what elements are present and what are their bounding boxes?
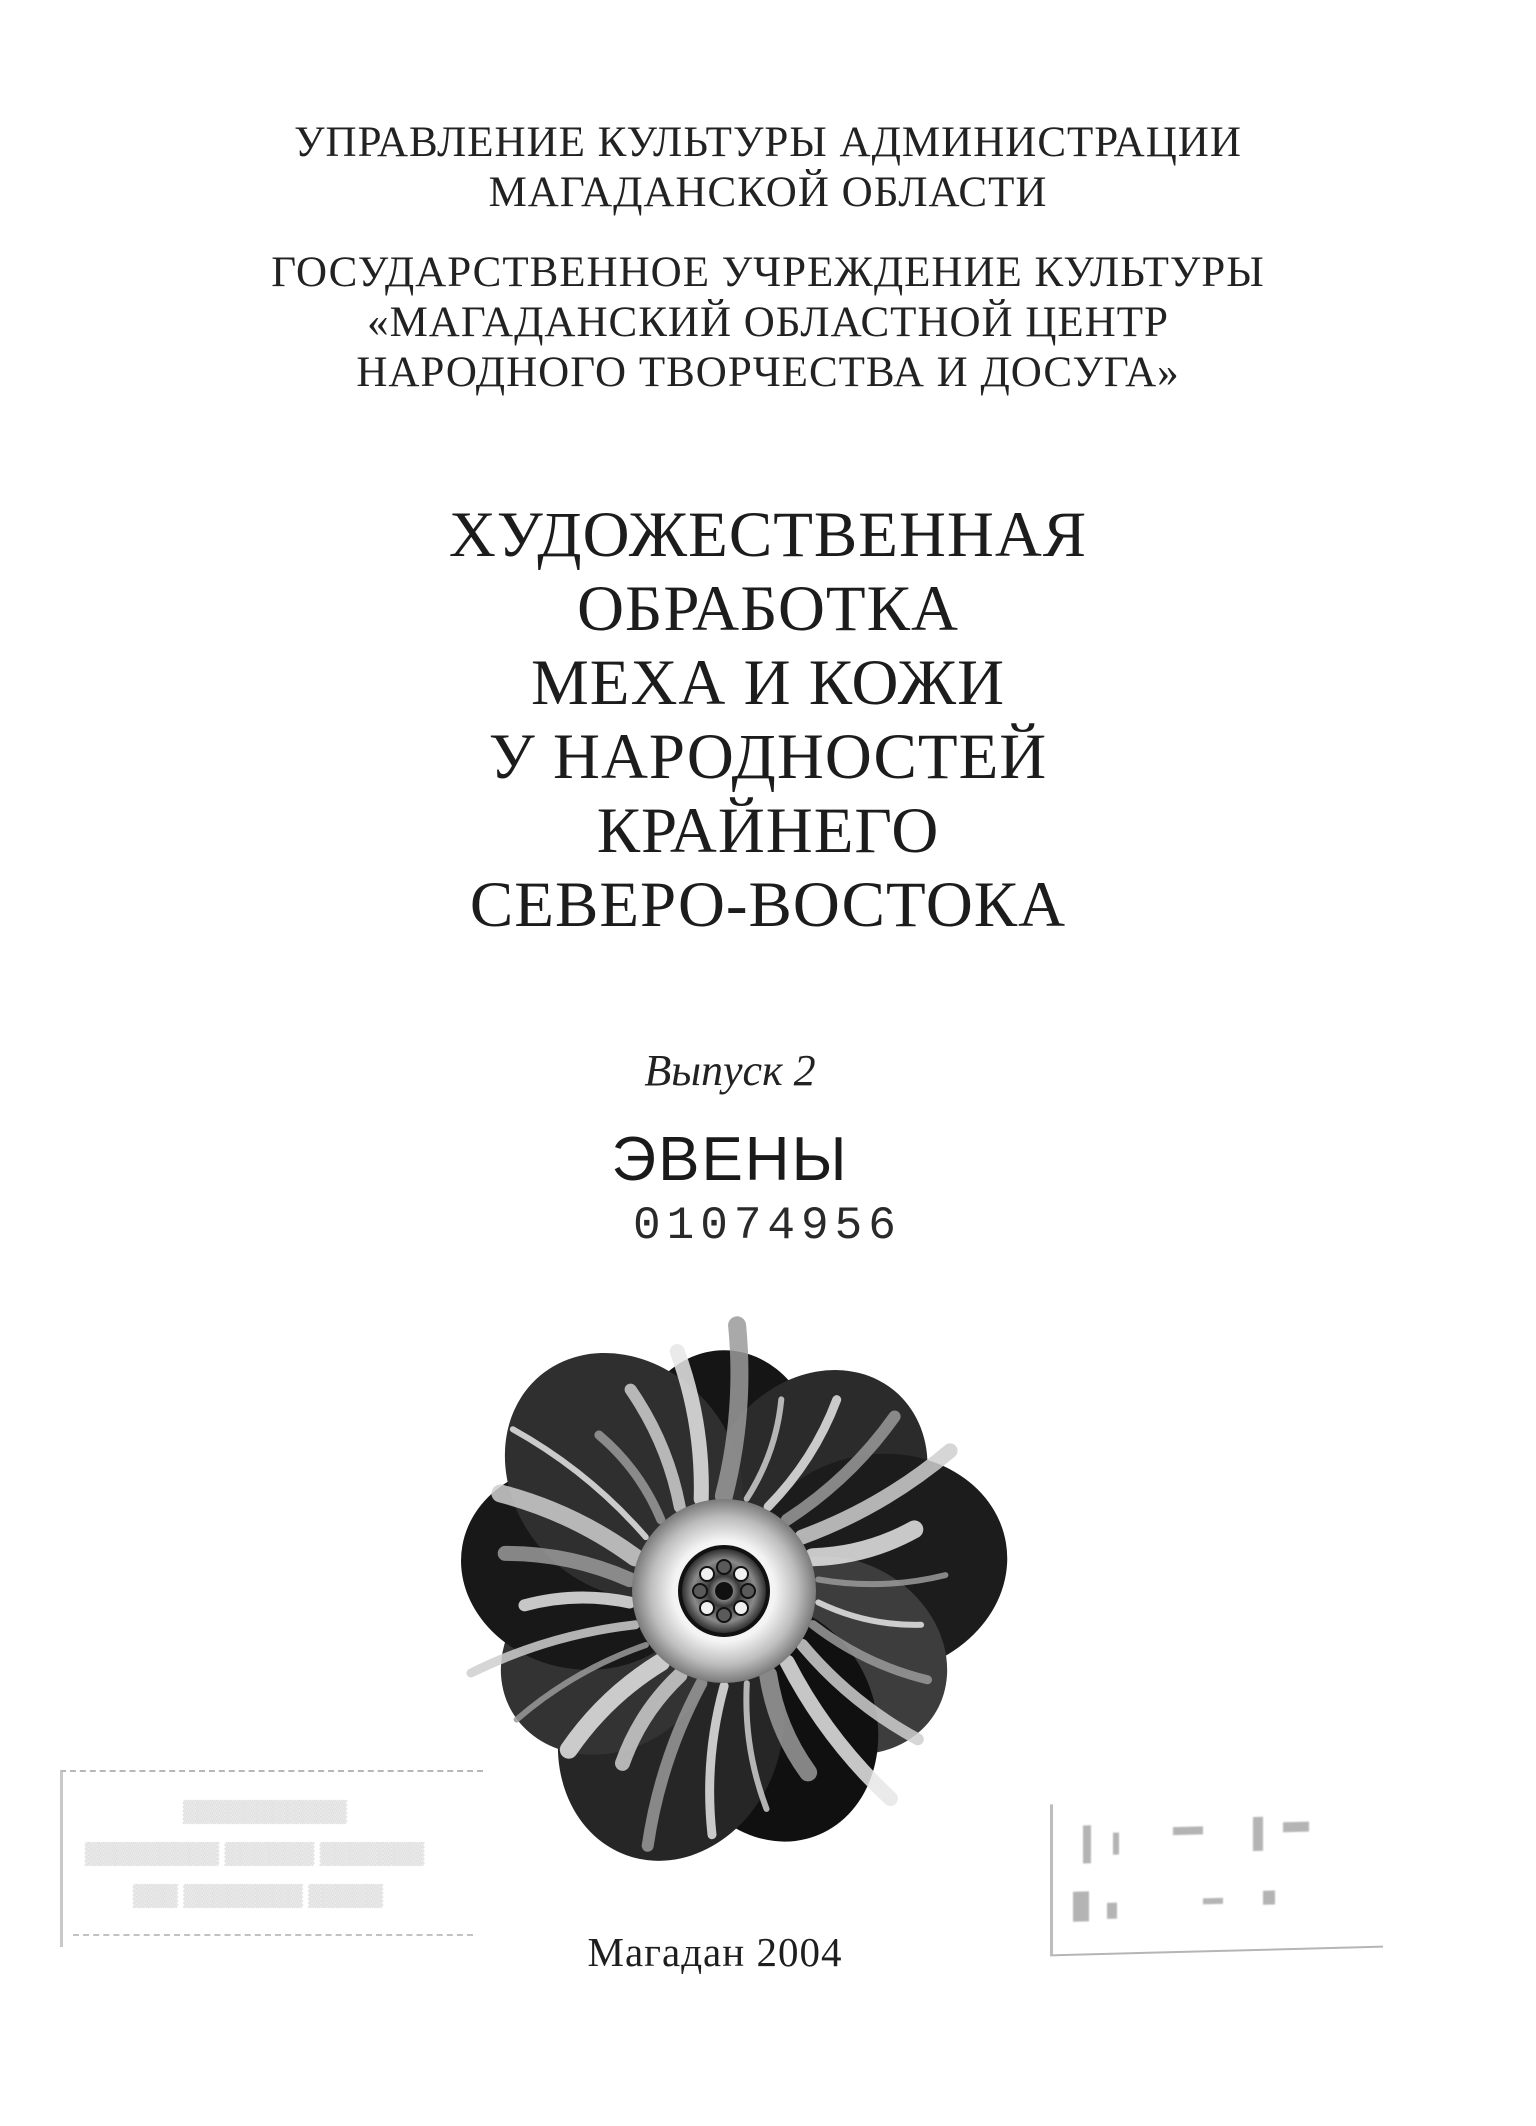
bead-ornament	[734, 1567, 748, 1581]
bead-ornament	[693, 1584, 707, 1598]
organization-administration	[0, 118, 1536, 218]
bead-ornament	[717, 1560, 731, 1574]
imprint: Магадан 2004	[587, 1929, 843, 1975]
organization-line: НАРОДНОГО ТВОРЧЕСТВА И ДОСУГА»	[356, 349, 1180, 396]
bead-ornament	[700, 1601, 714, 1615]
book-title	[0, 498, 1536, 942]
title-line: ХУДОЖЕСТВЕННАЯ	[448, 499, 1088, 571]
ethnos-subtitle: ЭВЕНЫ	[611, 1125, 849, 1194]
title-line: ОБРАБОТКА	[577, 573, 959, 645]
bead-ornament	[717, 1608, 731, 1622]
title-line: МЕХА И КОЖИ	[530, 647, 1006, 719]
library-stamp-icon: ▒▒▒▒▒▒▒▒▒▒▒ ▒▒▒▒▒▒▒▒▒ ▒▒▒▒▒▒ ▒▒▒▒▒▒▒ ▒▒▒ ▒▒▒▒▒▒▒▒ ▒▒▒▒▒	[60, 1770, 483, 1947]
bead-ornament	[700, 1567, 714, 1581]
title-line: СЕВЕРО-ВОСТОКА	[469, 869, 1067, 941]
bead-center	[715, 1582, 733, 1600]
organization-line: УПРАВЛЕНИЕ КУЛЬТУРЫ АДМИНИСТРАЦИИ	[294, 119, 1242, 166]
fur-rosette-icon	[398, 1275, 1038, 1871]
title-line: КРАЙНЕГО	[596, 795, 940, 867]
organization-line: «МАГАДАНСКИЙ ОБЛАСТНОЙ ЦЕНТР	[367, 299, 1169, 346]
title-line: У НАРОДНОСТЕЙ	[488, 721, 1048, 793]
organization-line: МАГАДАНСКОЙ ОБЛАСТИ	[488, 169, 1048, 216]
organization-line: ГОСУДАРСТВЕННОЕ УЧРЕЖДЕНИЕ КУЛЬТУРЫ	[271, 249, 1265, 296]
organization-center	[0, 248, 1536, 398]
bead-ornament	[741, 1584, 755, 1598]
issue-number: Выпуск 2	[644, 1046, 816, 1095]
inventory-number: 01074956	[633, 1200, 902, 1252]
bead-ornament	[734, 1601, 748, 1615]
